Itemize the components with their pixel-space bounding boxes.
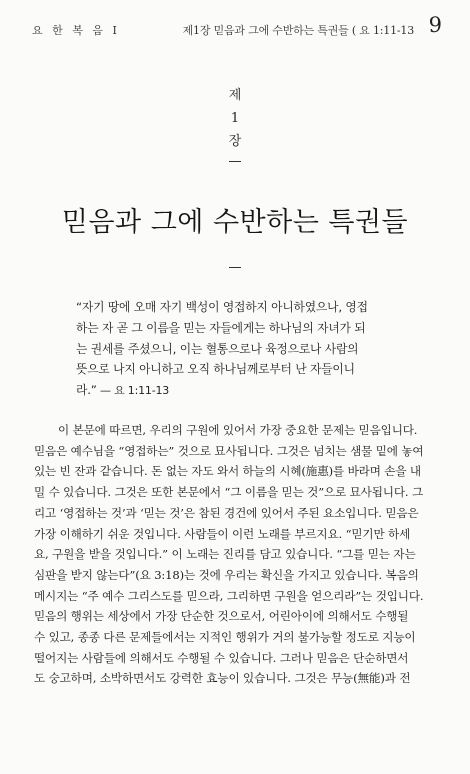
body-line: 심판을 받지 않는다”(요 3:18)는 것에 우리는 확신을 가지고 있습니다. 복음의 — [34, 567, 419, 582]
body-paragraph — [34, 420, 444, 689]
quote-reference: — 요 1:11-13 — [96, 384, 170, 398]
running-head-book-title: 요 한 복 음 Ⅰ — [32, 24, 120, 37]
body-line: 있는 빈 잔과 같습니다. 돈 없는 자도 와서 하늘의 시혜(施惠)를 바라며 손을 내 — [34, 464, 421, 479]
body-line: 수 있고, 종종 다른 문제들에서는 지적인 행위가 거의 불가능할 정도로 지능이 — [34, 630, 416, 645]
chapter-label-char: 1 — [230, 111, 240, 126]
quote-line: “자기 땅에 오매 자기 백성이 영접하지 아니하였으나, 영접 — [76, 300, 368, 314]
body-line: 믿음은 예수님을 “영접하는” 것으로 묘사됩니다. 그것은 넘치는 샘물 밑에 놓여 — [34, 443, 424, 458]
chapter-divider — [229, 161, 241, 162]
body-line: 메시지는 “주 예수 그리스도를 믿으라, 그리하면 구원을 얻으리라”는 것입니다. — [34, 588, 424, 603]
chapter-title: 믿음과 그에 수반하는 특권들 — [61, 207, 409, 238]
body-line: 이 본문에 따르면, 우리의 구원에 있어서 가장 중요한 문제는 믿음입니다. — [58, 423, 418, 437]
quote-last-line — [76, 380, 398, 402]
body-line: 가장 이해하기 쉬운 것입니다. 사람들이 이런 노래를 부르지요. “믿기만 하세 — [34, 526, 411, 541]
chapter-label — [0, 84, 470, 162]
running-head-chapter-title: 제1장 믿음과 그에 수반하는 특권들 ( 요 1:11-13 — [182, 24, 414, 37]
chapter-label-char: 장 — [228, 134, 242, 149]
body-line: 믿음의 행위는 세상에서 가장 단순한 것으로서, 어린아이에 의해서도 수행될 — [34, 609, 409, 624]
body-line: 리고 ‘영접하는 것’과 ‘믿는 것’은 참된 경건에 있어서 주된 요소입니다. 믿음은 — [34, 505, 419, 520]
quote-line-end: 라.” — [76, 383, 97, 398]
chapter-label-char: 제 — [228, 88, 242, 103]
quote-line: 는 권세를 주셨으니, 이는 혈통으로나 육정으로나 사람의 — [76, 341, 359, 356]
page-number: 9 — [428, 13, 442, 37]
body-line: 떨어지는 사람들에 의해서도 수행될 수 있습니다. 그러나 믿음은 단순하면서 — [34, 650, 409, 665]
running-header — [0, 0, 470, 46]
quote-line: 뜻으로 나지 아니하고 오직 하나님께로부터 난 자들이니 — [76, 362, 355, 377]
epigraph-quote — [76, 297, 398, 402]
title-divider — [229, 267, 241, 268]
quote-line: 하는 자 곧 그 이름을 믿는 자들에게는 하나님의 자녀가 되 — [76, 320, 366, 335]
body-line: 요, 구원을 받을 것입니다.” 이 노래는 진리를 담고 있습니다. “그를 믿는 자는 — [34, 547, 416, 562]
body-line: 도 숭고하며, 소박하면서도 강력한 효능이 있습니다. 그것은 무능(無能)과 전 — [34, 671, 411, 686]
body-line: 밀 수 있습니다. 그것은 또한 본문에서 “그 이름을 믿는 것”으로 묘사됩니다. 그 — [34, 485, 424, 500]
